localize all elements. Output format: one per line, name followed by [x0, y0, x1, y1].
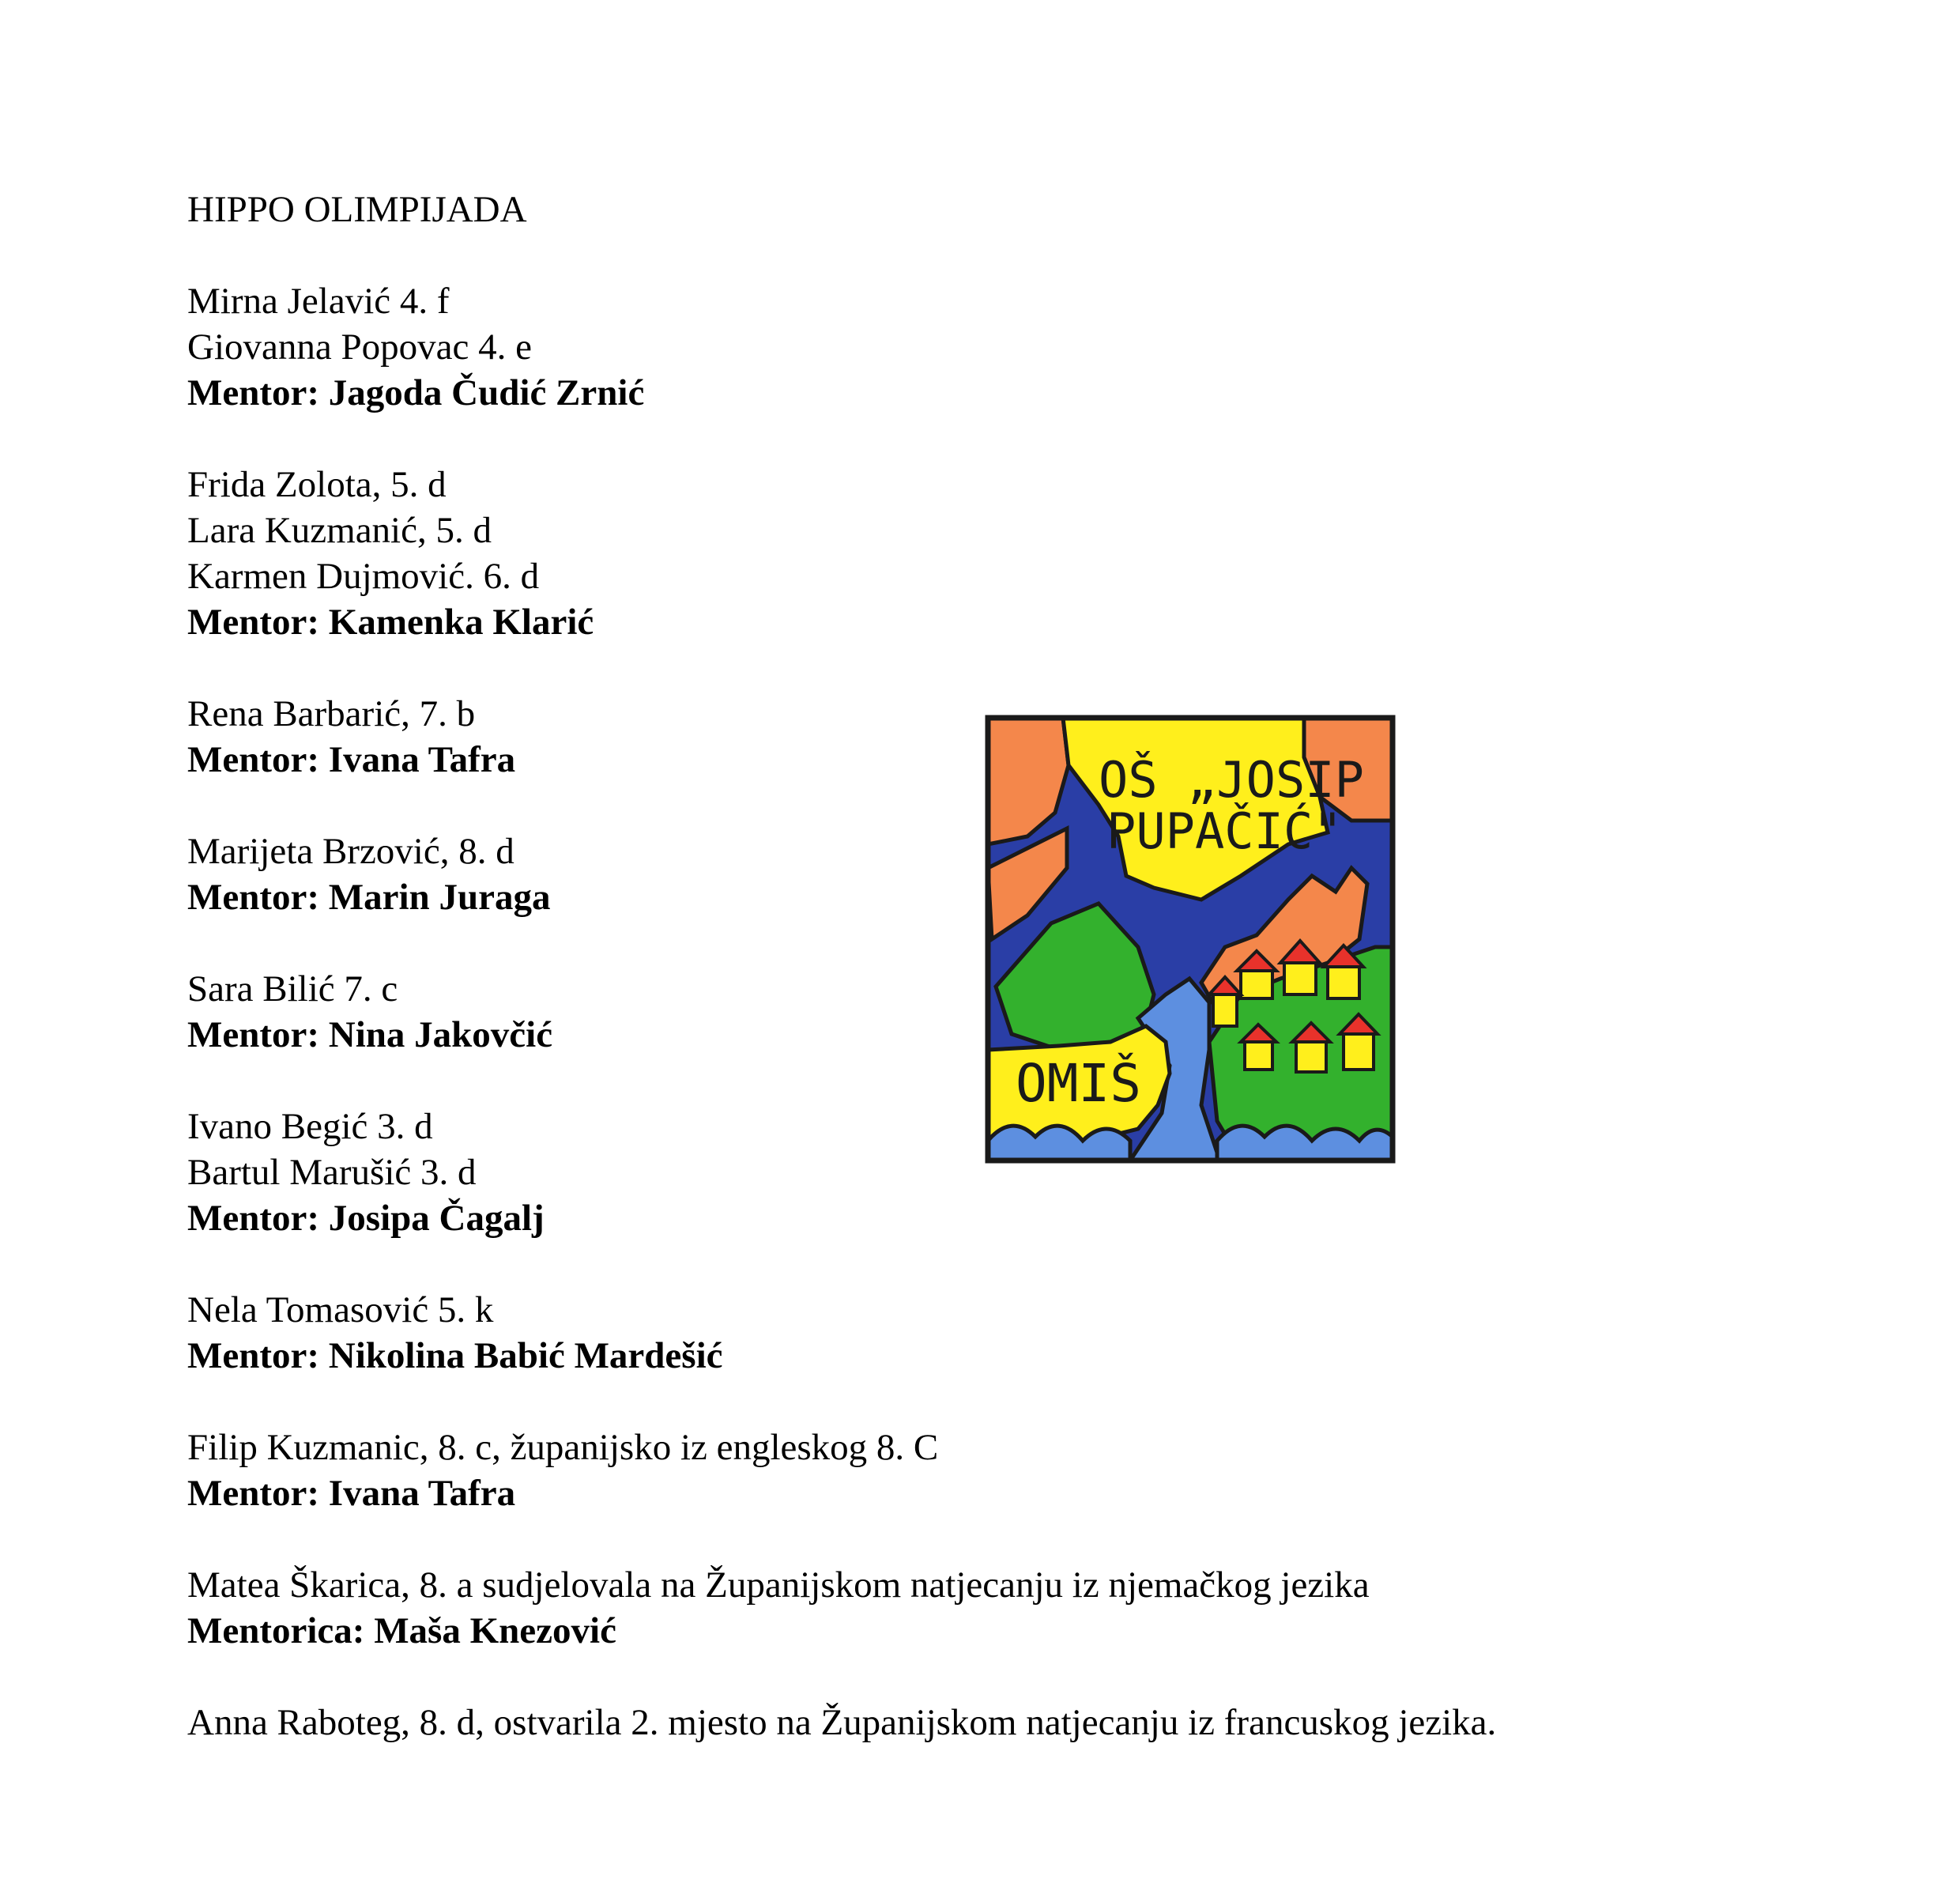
document-title: HIPPO OLIMPIJADA — [187, 189, 527, 230]
document-body — [187, 187, 1768, 1745]
student-line: Nela Tomasović 5. k — [187, 1289, 494, 1330]
svg-text:OMIŠ: OMIŠ — [1016, 1053, 1141, 1114]
student-line: Bartul Marušić 3. d — [187, 1152, 477, 1193]
student-line: Matea Škarica, 8. a sudjelovala na Županijskom natjecanju iz njemačkog jezika — [187, 1564, 1370, 1606]
mentor-line: Mentor: Josipa Čagalj — [187, 1198, 545, 1239]
student-line: Frida Zolota, 5. d — [187, 464, 447, 505]
student-line: Lara Kuzmanić, 5. d — [187, 510, 492, 551]
mentor-line: Mentor: Ivana Tafra — [187, 739, 516, 780]
school-logo — [980, 710, 1400, 1168]
student-line: Ivano Begić 3. d — [187, 1106, 433, 1147]
student-line: Rena Barbarić, 7. b — [187, 693, 476, 734]
school-logo-image — [980, 710, 1400, 1168]
student-line: Filip Kuzmanic, 8. c, županijsko iz engleskog 8. C — [187, 1427, 939, 1468]
student-line: Sara Bilić 7. c — [187, 968, 398, 1009]
mentor-line: Mentor: Nikolina Babić Mardešić — [187, 1335, 723, 1376]
student-line: Giovanna Popovac 4. e — [187, 326, 532, 368]
svg-text:OŠ „JOSIP: OŠ „JOSIP — [1099, 751, 1364, 809]
mentor-line: Mentor: Nina Jakovčić — [187, 1014, 553, 1055]
svg-text:PUPAČIĆ": PUPAČIĆ" — [1106, 802, 1343, 860]
mentor-line: Mentorica: Maša Knezović — [187, 1610, 616, 1651]
mentor-line: Mentor: Jagoda Čudić Zrnić — [187, 372, 645, 413]
mentor-line: Mentor: Marin Juraga — [187, 877, 551, 918]
student-line: Marijeta Brzović, 8. d — [187, 831, 514, 872]
student-line: Anna Raboteg, 8. d, ostvarila 2. mjesto na Županijskom natjecanju iz francuskog jezika. — [187, 1702, 1497, 1743]
mentor-line: Mentor: Ivana Tafra — [187, 1473, 516, 1514]
student-line: Mirna Jelavić 4. f — [187, 281, 450, 322]
student-line: Karmen Dujmović. 6. d — [187, 556, 540, 597]
mentor-line: Mentor: Kamenka Klarić — [187, 602, 594, 643]
